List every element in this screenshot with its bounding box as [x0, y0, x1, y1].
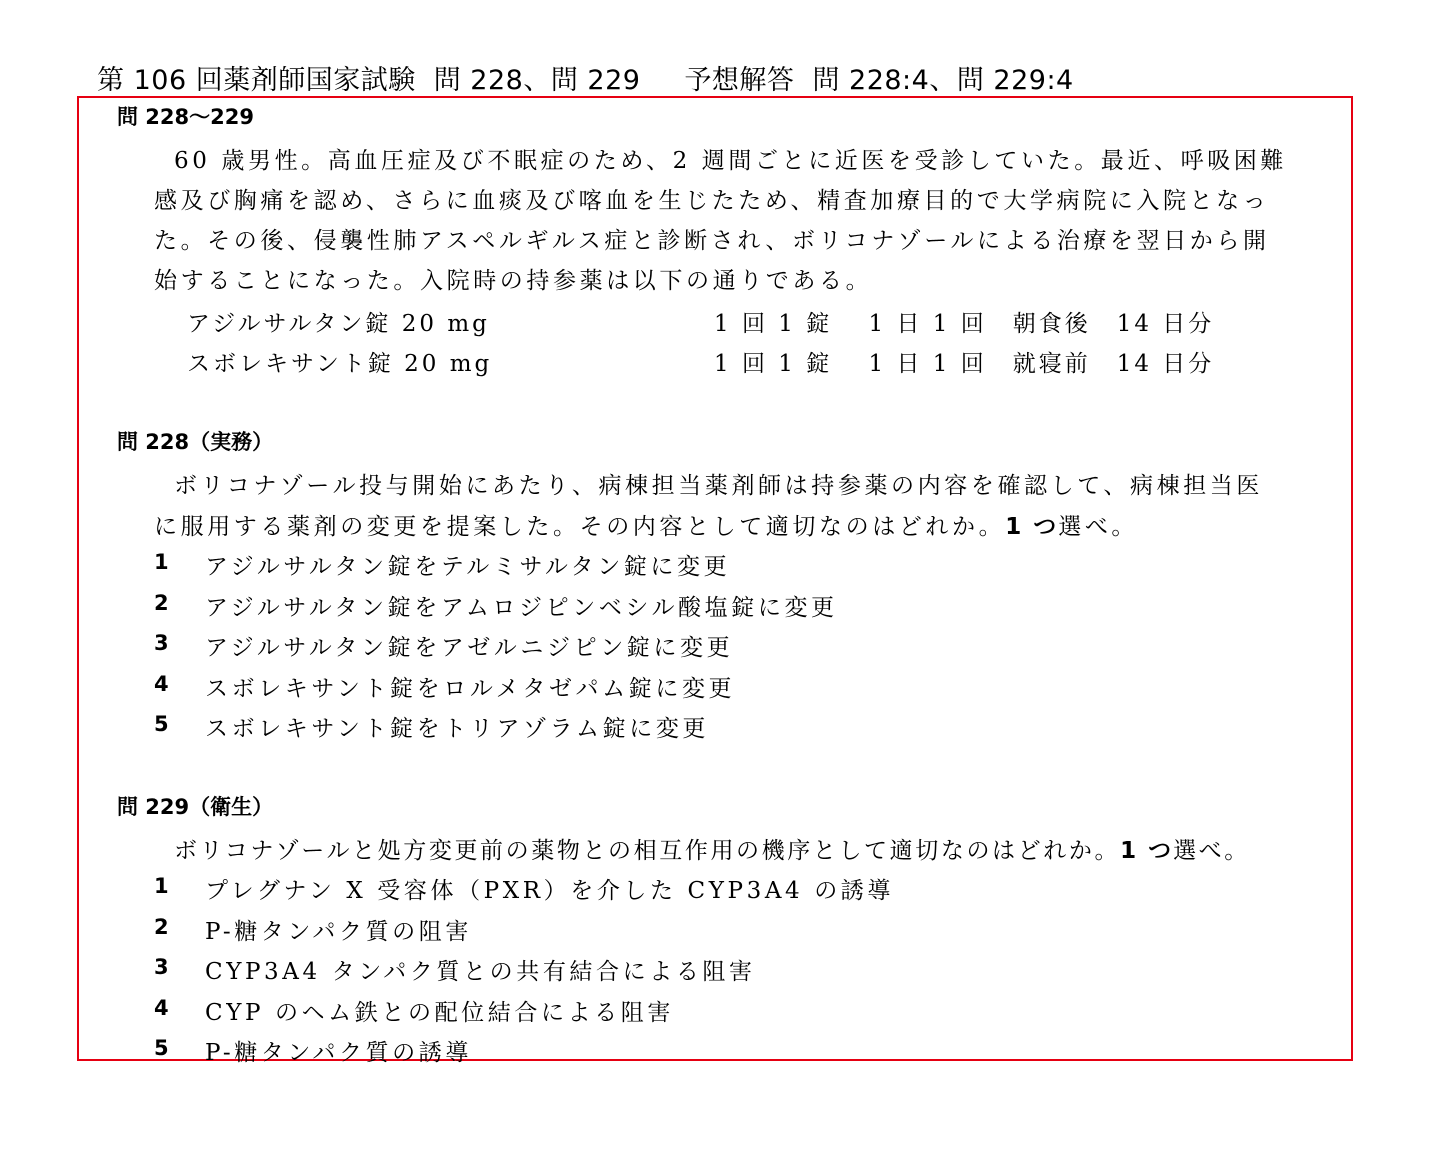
case-line-1: 60 歳男性。高血圧症及び不眠症のため、2 週間ごとに近医を受診していた。最近、呼吸困難	[174, 148, 1288, 174]
q229-select-count: 1 つ	[1120, 838, 1174, 864]
q228-option-1-number: 1	[154, 550, 169, 574]
q228-heading: 問 228（実務）	[117, 430, 274, 454]
medication-name-2: スボレキサント錠 20 mg	[187, 351, 493, 377]
q228-option-4-number: 4	[154, 672, 169, 696]
q229-option-3-number: 3	[154, 955, 169, 979]
medication-name-1: アジルサルタン錠 20 mg	[187, 311, 490, 337]
answer-label: 予想解答	[684, 65, 795, 96]
q228-option-5[interactable]: スボレキサント錠をトリアゾラム錠に変更	[205, 716, 710, 742]
q229-option-5[interactable]: P-糖タンパク質の誘導	[205, 1040, 472, 1066]
q229-option-4-number: 4	[154, 996, 169, 1020]
medication-dosage-2: 1 回 1 錠 1 日 1 回 就寝前 14 日分	[714, 351, 1215, 377]
q229-stem-line	[174, 832, 1250, 865]
q228-option-3-number: 3	[154, 631, 169, 655]
q228-option-1[interactable]: アジルサルタン錠をテルミサルタン錠に変更	[205, 554, 731, 580]
q229-option-3[interactable]: CYP3A4 タンパク質との共有結合による阻害	[205, 959, 756, 985]
q229-option-2-number: 2	[154, 915, 169, 939]
case-line-2: 感及び胸痛を認め、さらに血痰及び喀血を生じたため、精査加療目的で大学病院に入院となっ	[154, 188, 1270, 214]
q228-option-3[interactable]: アジルサルタン錠をアゼルニジピン錠に変更	[205, 635, 734, 661]
medication-dosage-1: 1 回 1 錠 1 日 1 回 朝食後 14 日分	[714, 311, 1215, 337]
q229-option-2[interactable]: P-糖タンパク質の阻害	[205, 919, 472, 945]
q228-option-2-number: 2	[154, 591, 169, 615]
case-line-3: た。その後、侵襲性肺アスペルギルス症と診断され、ボリコナゾールによる治療を翌日から開	[154, 228, 1270, 254]
q228-option-4[interactable]: スボレキサント錠をロルメタゼパム錠に変更	[205, 676, 736, 702]
answer-value: 問 228:4、問 229:4	[812, 65, 1074, 96]
q229-option-4[interactable]: CYP のヘム鉄との配位結合による阻害	[205, 1000, 674, 1026]
q228-stem-line-1: ボリコナゾール投与開始にあたり、病棟担当薬剤師は持参薬の内容を確認して、病棟担当医	[174, 473, 1263, 499]
q228-option-2[interactable]: アジルサルタン錠をアムロジピンベシル酸塩錠に変更	[205, 595, 838, 621]
case-line-4: 始することになった。入院時の持参薬は以下の通りである。	[154, 268, 873, 294]
q229-select-suffix: 選べ。	[1173, 838, 1250, 864]
q228-option-5-number: 5	[154, 712, 169, 736]
q229-option-1-number: 1	[154, 874, 169, 898]
question-range: 問 228、問 229	[433, 65, 641, 96]
q229-stem-text: ボリコナゾールと処方変更前の薬物との相互作用の機序として適切なのはどれか。	[174, 838, 1121, 864]
q229-option-5-number: 5	[154, 1036, 169, 1060]
page-header	[97, 58, 1074, 97]
q229-heading: 問 229（衛生）	[117, 795, 274, 819]
q228-stem-line-2	[154, 508, 1138, 541]
q228-select-count: 1 つ	[1005, 514, 1059, 540]
case-heading: 問 228～229	[117, 105, 254, 129]
exam-title: 第 106 回薬剤師国家試験	[97, 65, 416, 96]
q228-stem-text: に服用する薬剤の変更を提案した。その内容として適切なのはどれか。	[154, 514, 1006, 540]
q228-select-suffix: 選べ。	[1058, 514, 1139, 540]
q229-option-1[interactable]: プレグナン X 受容体（PXR）を介した CYP3A4 の誘導	[205, 878, 894, 904]
